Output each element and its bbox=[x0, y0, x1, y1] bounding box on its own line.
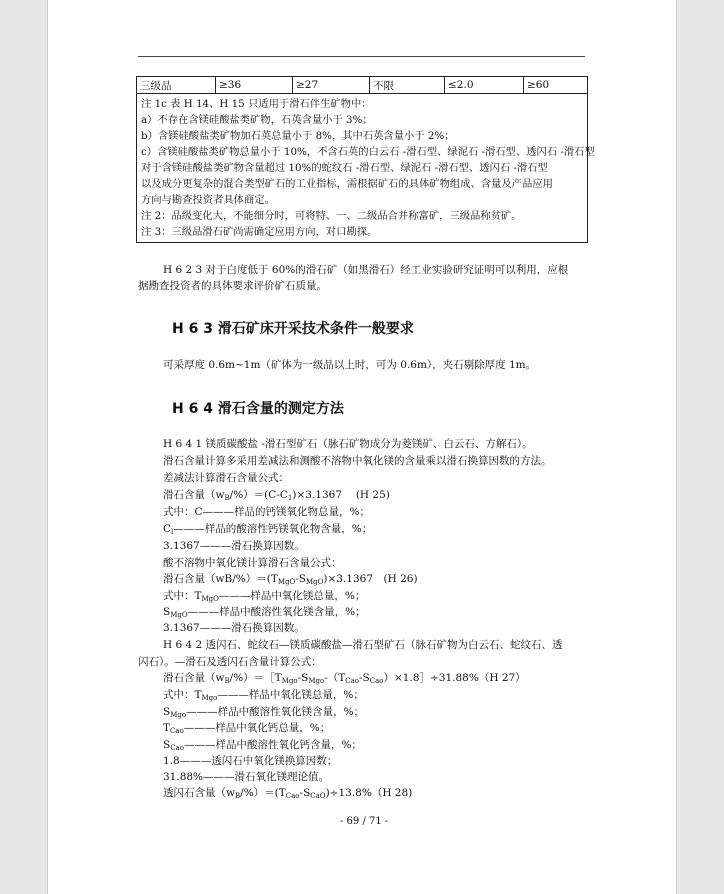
note-line: b）含镁硅酸盐类矿物加石英总量小于 8%，其中石英含量小于 2%； bbox=[141, 130, 455, 142]
text-line: $T_{Cao}———$样品中氧化钙总量，%； bbox=[163, 722, 331, 735]
text-line: $S_{Cao}———$样品中酸溶性氧化钙含量，%； bbox=[163, 739, 362, 752]
note-line: 注 2：品级变化大，不能细分时，可将特、一、二级品合并称富矿，三级品称贫矿。 bbox=[141, 210, 522, 222]
text-line: 闪石）。—滑石及透闪石含量计算公式： bbox=[138, 656, 322, 668]
table-cell: ≥27 bbox=[293, 77, 370, 94]
text-line: 滑石含量计算多采用差减法和测酸不溶物中氧化镁的含量乘以滑石换算因数的方法。 bbox=[163, 455, 552, 467]
grade-table bbox=[136, 76, 588, 94]
table-cell: ≤2.0 bbox=[445, 77, 524, 94]
formula-h25: 滑石含量$(w_B/\%)=(C-C_1)\times 3.1367$ (H 25) bbox=[163, 489, 390, 502]
text-line: 3.1367———滑石换算因数。 bbox=[163, 540, 305, 552]
formula-h28: 透闪石含量$(w_B/\%)=(T_{Cao}-S_{CaO})\div 13.8\%(H$ 28) bbox=[163, 787, 413, 800]
text-line: 3.1367———滑石换算因数。 bbox=[163, 622, 305, 634]
text-line: 式中：$T_{Mgo}———$样品中氧化镁总量，%； bbox=[163, 689, 364, 702]
table-cell: ≥36 bbox=[216, 77, 293, 94]
text-line: 31.88%———滑石氧化镁理论值。 bbox=[163, 771, 330, 783]
text-line: $C_l———$样品的酸溶性钙镁氧化物含量，%； bbox=[163, 523, 373, 536]
note-line: c）含镁硅酸盐类矿物总量小于 10%，不含石英的白云石 -滑石型、绿泥石 -滑石型、透闪石 -滑石型 bbox=[141, 146, 595, 158]
page-number: - 69 / 71 - bbox=[340, 816, 389, 827]
text-line: 差减法计算滑石含量公式： bbox=[163, 472, 289, 484]
paragraph-h623-cont: 据勘查投资者的具体要求评价矿石质量。 bbox=[138, 280, 327, 292]
note-line: 以及成分更复杂的混合类型矿石的工业指标，需根据矿石的具体矿物组成、含量及产品应用 bbox=[141, 178, 553, 190]
note-line: 注 1c 表 H 14、H 15 只适用于滑石伴生矿物中： bbox=[141, 98, 372, 110]
text-line: 式中：C———样品的钙镁氧化物总量，%； bbox=[163, 506, 371, 518]
note-line: a）不存在含镁硅酸盐类矿物，石英含量小于 3%； bbox=[141, 114, 373, 126]
header-rule bbox=[138, 56, 585, 57]
text-line: $S_{Mgo}———$样品中酸溶性氧化镁含量，%； bbox=[163, 706, 365, 719]
text-line: 酸不溶物中氧化镁计算滑石含量公式： bbox=[163, 557, 342, 569]
paragraph-h623: H 6 2 3 对于白度低于 60%的滑石矿（如黑滑石）经工业实验研究证明可以利用，应根 bbox=[163, 264, 569, 276]
note-line: 对于含镁硅酸盐类矿物含量超过 10%的蛇纹石 -滑石型、绿泥石 -滑石型、透闪石 -滑石型 bbox=[141, 162, 548, 174]
paragraph-h63: 可采厚度 0.6m~1m（矿体为一级品以上时，可为 0.6m），夹石剔除厚度 1m。 bbox=[163, 359, 537, 371]
formula-h26: 滑石含量$(wB/\%)=(T_{MgO}-S_{MgO})\times 3.1367$ (H 26) bbox=[163, 573, 418, 586]
text-line: 式中：$T_{MgO}———$样品中氧化镁总量，%； bbox=[163, 590, 366, 603]
section-heading-h63: H 6 3 滑石矿床开采技术条件一般要求 bbox=[172, 321, 414, 337]
table-cell: ≥60 bbox=[524, 77, 588, 94]
text-line: H 6 4 2 透闪石、蛇纹石—镁质碳酸盐—滑石型矿石（脉石矿物为白云石、蛇纹石、透 bbox=[163, 639, 563, 651]
text-line: $S_{MgO}———$样品中酸溶性氧化镁含量，%； bbox=[163, 606, 366, 619]
formula-h27: 滑石含量$(w_B/\%)=[T_{Mgo}-S_{Mgo}-(T_{Cao}-S_{Cao})\times 1.8]\div 31.88\%(H$ 27） bbox=[163, 672, 526, 685]
text-line: H 6 4 1 镁质碳酸盐 -滑石型矿石（脉石矿物成分为菱镁矿、白云石、方解石）。 bbox=[163, 438, 533, 450]
note-line: 注 3：三级品滑石矿尚需确定应用方向，对口勘探。 bbox=[141, 226, 378, 238]
note-line: 方向与勘查投资者具体商定。 bbox=[141, 194, 275, 206]
table-notes bbox=[136, 93, 595, 243]
text-line: 1.8———透闪石中氧化镁换算因数； bbox=[163, 755, 338, 767]
table-row bbox=[137, 77, 588, 94]
table-cell: 不限 bbox=[370, 77, 445, 94]
section-heading-h64: H 6 4 滑石含量的测定方法 bbox=[172, 401, 344, 417]
table-cell: 三级品 bbox=[137, 77, 216, 94]
